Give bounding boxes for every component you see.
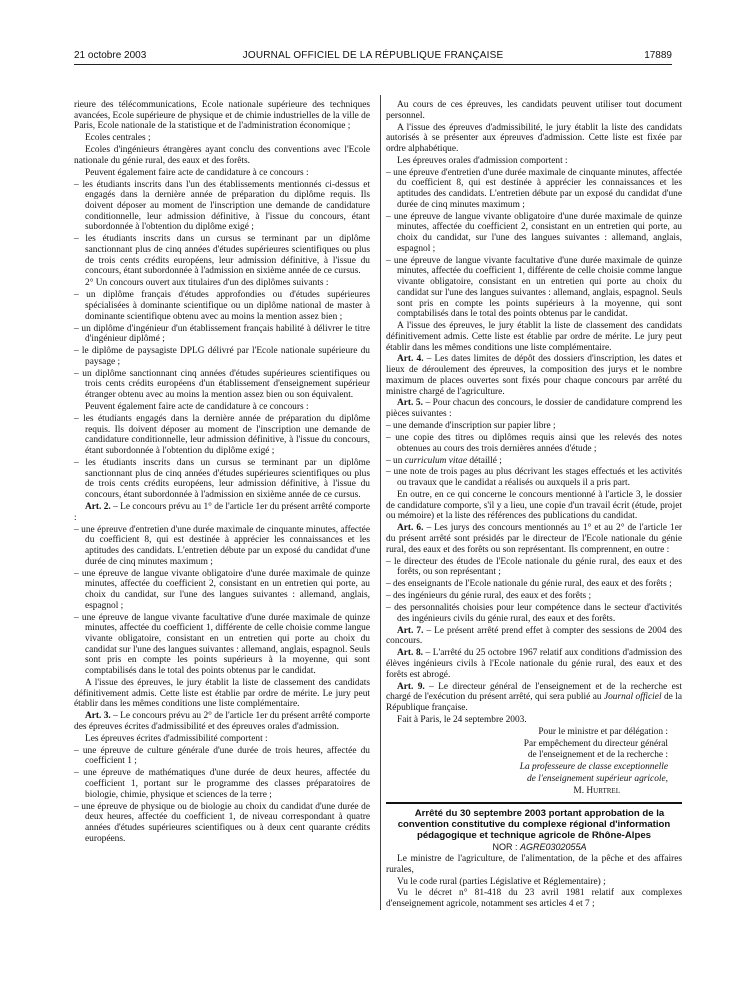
list-item: – les étudiants inscrits dans un cursus se terminant par un diplôme sanctionnant plus de cinq années d'études supérieures scientifiques ou plus de trois cents crédits européens, leur admission définitive, à l'issue du concours, étant subordonnée à l'admission en sixième année de ce cursus. bbox=[74, 234, 370, 277]
list-item: – le diplôme de paysagiste DPLG délivré par l'Ecole nationale supérieure du paysage ; bbox=[74, 346, 370, 367]
list-item: – une épreuve de physique ou de biologie au choix du candidat d'une durée de deux heures, affectée du coefficient 1, de niveau correspondant à quatre années d'études supérieures scientifiques ou à deux cent quarante crédits européens. bbox=[74, 801, 370, 844]
signature-date: Fait à Paris, le 24 septembre 2003. bbox=[397, 714, 527, 725]
paragraph: A l'issue des épreuves d'admissibilité, le jury établit la liste des candidats autorisés à se présenter aux épreuves d'admission. Cette liste est fixée par ordre alphabétique. bbox=[386, 122, 682, 154]
arrete-title: Arrêté du 30 septembre 2003 portant approbation de la convention constitutive du complexe régional d'information pédagogique et technique agricole de Rhône-Alpes bbox=[397, 807, 671, 841]
list-item: – un diplôme français d'études approfondies ou d'études supérieures spécialisées à dominante scientifique ou un diplôme national de master à dominante scientifique obtenu avec au moins la mention assez bien ; bbox=[74, 290, 370, 322]
paragraph: En outre, en ce qui concerne le concours mentionné à l'article 3, le dossier de candidature comporte, s'il y a lieu, une copie d'un travail écrit (étude, projet ou mémoire) et la liste des références des publications du candidat. bbox=[386, 490, 682, 522]
journal-title: JOURNAL OFFICIEL DE LA RÉPUBLIQUE FRANÇAISE bbox=[242, 50, 504, 61]
list-item: – une copie des titres ou diplômes requis ainsi que les relevés des notes obtenues au cours des trois dernières années d'étude ; bbox=[386, 432, 682, 454]
paragraph: rieure des télécommunications, Ecole nationale supérieure des techniques avancées, Ecole supérieure de physique et de chimie industrielles de la ville de Paris, Ecole nationale de la statistique et de l'administration économique ; bbox=[74, 100, 370, 132]
list-item: – des enseignants de l'Ecole nationale du génie rural, des eaux et des forêts ; bbox=[386, 579, 672, 590]
list-item: – une épreuve d'entretien d'une durée maximale de cinquante minutes, affectée du coefficient 8, qui est destinée à apprécier les connaissances et les aptitudes des candidats. L'entretien débute par un exposé du candidat d'une durée de cinq minutes maximum ; bbox=[386, 167, 682, 210]
article-text: – Les dates limites de dépôt des dossiers d'inscription, les dates et lieux de déroulement des épreuves, la composition des jurys et le nombre maximum de places ouvertes sont fixés pour chaque concours par arrêté du ministre chargé de l'agriculture. bbox=[386, 354, 682, 397]
column-divider bbox=[380, 95, 381, 910]
paragraph: Ecoles centrales ; bbox=[85, 133, 151, 144]
paragraph: A l'issue des épreuves, le jury établit la liste de classement des candidats définitivement admis. Cette liste est établie par ordre de mérite. Le jury peut établir dans les mêmes conditions une liste complémentaire. bbox=[74, 677, 370, 710]
article-label: Art. 4. bbox=[397, 354, 424, 365]
paragraph: Le ministre de l'agriculture, de l'alimentation, de la pêche et des affaires rurales, bbox=[386, 853, 682, 875]
article-7 bbox=[386, 626, 682, 647]
signature-line: La professeure de classe exceptionnelle bbox=[519, 762, 668, 773]
header-rule bbox=[74, 64, 672, 65]
article-label: Art. 6. bbox=[397, 523, 424, 534]
paragraph: Vu le code rural (parties Législative et Réglementaire) ; bbox=[397, 876, 606, 887]
article-4 bbox=[386, 354, 682, 397]
article-text: – Pour chacun des concours, le dossier de candidature comprend les pièces suivantes : bbox=[386, 398, 682, 420]
issue-date: 21 octobre 2003 bbox=[74, 50, 147, 61]
nor-code: AGRE0302055A bbox=[519, 842, 587, 853]
article-emphasis: Journal officiel bbox=[603, 692, 662, 703]
nor-label: NOR : bbox=[492, 842, 520, 853]
paragraph: Ecoles d'ingénieurs étrangères ayant conclu des conventions avec l'Ecole nationale du génie rural, des eaux et des forêts. bbox=[74, 145, 370, 166]
list-item: – un diplôme sanctionnant cinq années d'études supérieures scientifiques ou trois cents crédits européens d'un établissement d'enseignement supérieur étranger obtenu avec au moins la mention assez bien ou son équivalent. bbox=[74, 368, 370, 401]
article-text: – Le directeur général de l'enseignement et de la recherche est chargé de l'exécution du présent arrêté, qui sera publié au bbox=[386, 681, 682, 703]
section-separator bbox=[386, 802, 682, 804]
paragraph: 2° Un concours ouvert aux titulaires d'un des diplômes suivants : bbox=[85, 278, 329, 289]
paragraph: Peuvent également faire acte de candidature à ce concours : bbox=[85, 167, 309, 178]
list-item-text: – un bbox=[386, 455, 405, 466]
signature-line: Par empêchement du directeur général bbox=[523, 738, 668, 749]
article-2 bbox=[74, 502, 370, 523]
article-8 bbox=[386, 648, 682, 680]
signature-line: Pour le ministre et par délégation : bbox=[538, 726, 668, 737]
paragraph: Au cours de ces épreuves, les candidats peuvent utiliser tout document personnel. bbox=[386, 100, 682, 121]
article-text: – Le concours prévu au 2° de l'article 1er du présent arrêté comporte des épreuves écrites d'admissibilité et des épreuves orales d'admission. bbox=[74, 711, 371, 732]
list-item: – une épreuve de langue vivante obligatoire d'une durée maximale de quinze minutes, affectée du coefficient 2, consistant en un entretien qui porte, au choix du candidat, sur l'une des langues suivantes : allemand, anglais, espagnol ; bbox=[74, 568, 370, 611]
list-item: – les étudiants inscrits dans un cursus se terminant par un diplôme sanctionnant plus de cinq années d'études supérieures scientifiques ou plus de trois cents crédits européens, leur admission définitive, à l'issue du concours, étant subordonnée à l'admission en sixième année de ce cursus. bbox=[74, 457, 370, 501]
signature-line: de l'enseignement et de la recherche : bbox=[527, 750, 668, 761]
list-item: – le directeur des études de l'Ecole nationale du génie rural, des eaux et des forêts, ou son représentant ; bbox=[386, 556, 682, 578]
list-item: – une épreuve d'entretien d'une durée maximale de cinquante minutes, affectée du coefficient 8, qui est destinée à apprécier les connaissances et les aptitudes des candidats. L'entretien débute par un exposé du candidat d'une durée de cinq minutes maximum ; bbox=[74, 524, 370, 567]
list-item: – un diplôme d'ingénieur d'un établissement français habilité à délivrer le titre d'ingénieur diplômé ; bbox=[74, 323, 370, 345]
right-column bbox=[386, 100, 682, 911]
list-item-text: détaillé ; bbox=[466, 455, 502, 466]
article-6 bbox=[386, 523, 682, 555]
paragraph: Les épreuves orales d'admission comportent : bbox=[397, 155, 568, 166]
paragraph: Peuvent également faire acte de candidature à ce concours : bbox=[85, 402, 309, 413]
paragraph: Vu le décret n° 81-418 du 23 avril 1981 relatif aux complexes d'enseignement agricole, notamment ses articles 4 et 7 ; bbox=[386, 888, 682, 910]
list-item: – des ingénieurs du génie rural, des eaux et des forêts ; bbox=[386, 591, 592, 602]
list-item: – les étudiants inscrits dans l'un des établissements mentionnés ci-dessus et engagés dans la dernière année de préparation du diplôme requis. Ils doivent déposer au moment de l'inscription une demande de candidature conditionnelle, leur admission définitive, à l'issue du concours, étant subordonnée à l'obtention du diplôme exigé ; bbox=[74, 179, 370, 233]
article-text: de la République française. bbox=[386, 692, 682, 713]
article-text: – Le présent arrêté prend effet à compter des sessions de 2004 des concours. bbox=[386, 625, 682, 647]
paragraph: A l'issue des épreuves, le jury établit la liste de classement des candidats définitivement admis. Cette liste est établie par ordre de mérite. Le jury peut établir dans les mêmes conditions une liste complémentaire. bbox=[386, 321, 682, 353]
list-item-emphasis: curriculum vitae bbox=[404, 455, 467, 466]
list-item: – une note de trois pages au plus décrivant les stages effectués et les activités ou travaux que le candidat a réalisés ou auxquels il a pris part. bbox=[386, 467, 682, 489]
signatory-name: M. Hurtrel bbox=[573, 786, 620, 797]
paragraph: Les épreuves écrites d'admissibilité comportent : bbox=[85, 733, 268, 744]
article-text: – Le concours prévu au 1° de l'article 1er du présent arrêté comporte : bbox=[74, 501, 371, 523]
article-label: Art. 2. bbox=[85, 501, 111, 512]
list-item: – une épreuve de mathématiques d'une durée de deux heures, affectée du coefficient 1, portant sur le programme des classes préparatoires de biologie, chimie, physique et sciences de la terre ; bbox=[74, 768, 370, 800]
list-item: – des personnalités choisies pour leur compétence dans le secteur d'activités des ingénieurs civils du génie rural, des eaux et des forêts. bbox=[386, 603, 682, 624]
left-column bbox=[74, 100, 370, 846]
article-label: Art. 8. bbox=[397, 648, 423, 659]
list-item: – les étudiants engagés dans la dernière année de préparation du diplôme requis. Ils doivent déposer au moment de l'inscription une demande de candidature conditionnelle, leur admission définitive, à l'issue du concours, étant subordonnée à l'obtention du diplôme exigé ; bbox=[74, 413, 370, 457]
article-5 bbox=[386, 398, 682, 419]
list-item bbox=[386, 456, 682, 467]
list-item: – une épreuve de langue vivante facultative d'une durée maximale de quinze minutes, affectée du coefficient 1, différente de celle choisie comme langue vivante obligatoire, consistant en un entretien qui porte au choix du candidat sur l'une des langues suivantes : allemand, anglais, espagnol. Seuls sont pris en compte les points supérieurs à la moyenne, qui sont comptabilisés dans le total des points obtenus par le candidat. bbox=[74, 612, 370, 677]
article-3 bbox=[74, 711, 370, 732]
article-text: – Les jurys des concours mentionnés au 1° et au 2° de l'article 1er du présent arrêté sont présidés par le directeur de l'Ecole nationale du génie rural, des eaux et des forêts ou son représentant. Ils comprennent, en outre : bbox=[386, 523, 683, 555]
article-9 bbox=[386, 682, 682, 714]
nor-reference bbox=[386, 842, 682, 853]
page-number: 17889 bbox=[644, 50, 672, 61]
page-header bbox=[74, 50, 672, 64]
article-label: Art. 3. bbox=[85, 711, 111, 722]
article-label: Art. 9. bbox=[397, 681, 425, 692]
signature-line: de l'enseignement supérieur agricole, bbox=[526, 774, 668, 785]
article-text: – L'arrêté du 25 octobre 1967 relatif aux conditions d'admission des élèves ingénieurs civils à l'Ecole nationale du génie rural, des eaux et des forêts est abrogé. bbox=[386, 648, 682, 680]
article-label: Art. 7. bbox=[397, 625, 424, 636]
article-label: Art. 5. bbox=[397, 398, 423, 409]
list-item: – une épreuve de culture générale d'une durée de trois heures, affectée du coefficient 1 ; bbox=[74, 745, 370, 767]
list-item: – une épreuve de langue vivante facultative d'une durée maximale de quinze minutes, affectée du coefficient 1, différente de celle choisie comme langue vivante obligatoire, consistant en un entretien qui porte au choix du candidat sur l'une des langues suivantes : allemand, anglais, espagnol. Seuls sont pris en compte les points supérieurs à la moyenne, qui sont comptabilisés dans le total des points obtenus par le candidat. bbox=[386, 255, 682, 320]
list-item: – une épreuve de langue vivante obligatoire d'une durée maximale de quinze minutes, affectée du coefficient 2, consistant en un entretien qui porte, au choix du candidat, sur l'une des langues suivantes : allemand, anglais, espagnol ; bbox=[386, 211, 682, 254]
list-item: – une demande d'inscription sur papier libre ; bbox=[386, 421, 556, 432]
